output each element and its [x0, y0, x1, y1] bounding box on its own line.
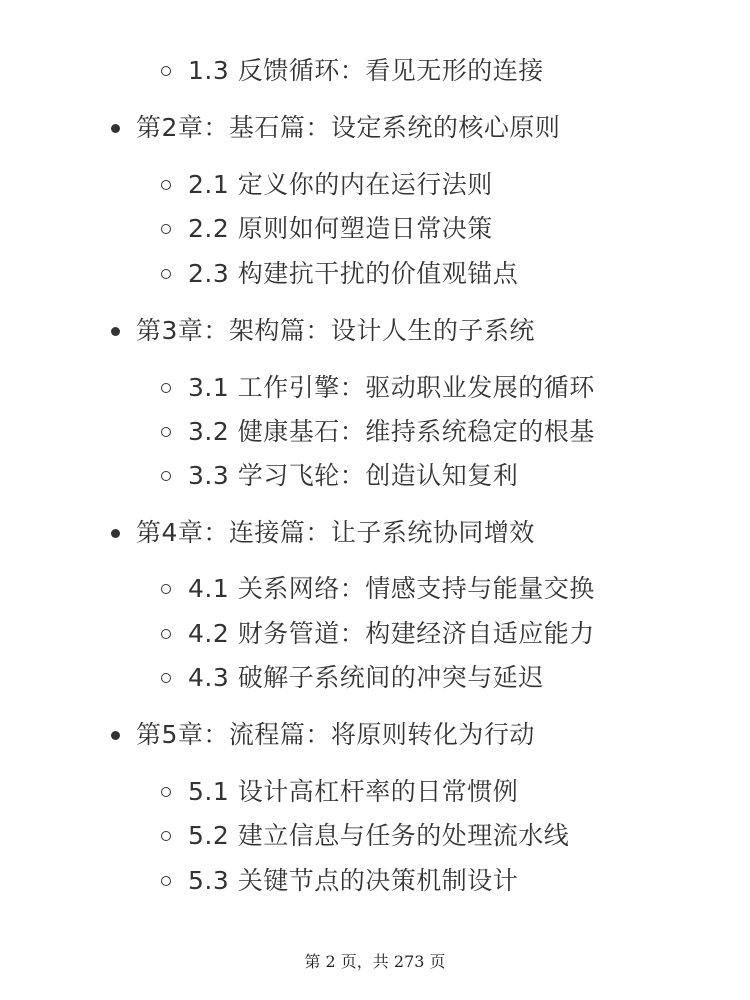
toc-item-text: 第3章：架构篇：设计人生的子系统 [136, 316, 535, 345]
circle-bullet-icon [161, 629, 171, 639]
toc-item-text: 1.3 反馈循环：看见无形的连接 [188, 56, 544, 85]
toc-section-3-1 [161, 368, 595, 408]
toc-section-5-2 [161, 816, 569, 856]
toc-section-1-3 [161, 51, 544, 91]
toc-section-3-2 [161, 412, 595, 452]
circle-bullet-icon [161, 673, 171, 683]
circle-bullet-icon [161, 471, 171, 481]
circle-bullet-icon [161, 427, 171, 437]
circle-bullet-icon [161, 180, 171, 190]
toc-item-text: 2.2 原则如何塑造日常决策 [188, 214, 493, 243]
toc-item-text: 4.2 财务管道：构建经济自适应能力 [188, 619, 595, 648]
circle-bullet-icon [161, 584, 171, 594]
toc-item-text: 4.1 关系网络：情感支持与能量交换 [188, 574, 595, 603]
toc-section-2-3 [161, 254, 518, 294]
disc-bullet-icon [111, 327, 120, 336]
toc-item-text: 5.3 关键节点的决策机制设计 [188, 866, 519, 895]
circle-bullet-icon [161, 66, 171, 76]
toc-item-text: 3.3 学习飞轮：创造认知复利 [188, 461, 519, 490]
toc-item-text: 3.2 健康基石：维持系统稳定的根基 [188, 417, 595, 446]
toc-item-text: 2.1 定义你的内在运行法则 [188, 170, 493, 199]
disc-bullet-icon [111, 529, 120, 538]
toc-section-4-2 [161, 614, 595, 654]
toc-section-3-3 [161, 456, 518, 496]
toc-section-4-3 [161, 658, 544, 698]
disc-bullet-icon [111, 731, 120, 740]
circle-bullet-icon [161, 876, 171, 886]
disc-bullet-icon [111, 124, 120, 133]
circle-bullet-icon [161, 787, 171, 797]
circle-bullet-icon [161, 269, 171, 279]
toc-chapter-3 [111, 311, 535, 351]
toc-item-text: 2.3 构建抗干扰的价值观锚点 [188, 259, 519, 288]
circle-bullet-icon [161, 383, 171, 393]
toc-section-4-1 [161, 569, 595, 609]
toc-item-text: 第5章：流程篇：将原则转化为行动 [136, 720, 535, 749]
toc-chapter-2 [111, 108, 560, 148]
toc-item-text: 3.1 工作引擎：驱动职业发展的循环 [188, 373, 595, 402]
toc-section-2-1 [161, 165, 493, 205]
page-number-footer: 第 2 页，共 273 页 [304, 952, 446, 971]
toc-item-text: 5.1 设计高杠杆率的日常惯例 [188, 777, 519, 806]
toc-chapter-4 [111, 513, 535, 553]
toc-section-2-2 [161, 209, 493, 249]
toc-section-5-3 [161, 861, 518, 901]
circle-bullet-icon [161, 224, 171, 234]
toc-item-text: 5.2 建立信息与任务的处理流水线 [188, 821, 570, 850]
toc-chapter-5 [111, 715, 535, 755]
toc-item-text: 第4章：连接篇：让子系统协同增效 [136, 518, 535, 547]
toc-item-text: 第2章：基石篇：设定系统的核心原则 [136, 113, 561, 142]
toc-item-text: 4.3 破解子系统间的冲突与延迟 [188, 663, 544, 692]
toc-section-5-1 [161, 772, 518, 812]
circle-bullet-icon [161, 831, 171, 841]
